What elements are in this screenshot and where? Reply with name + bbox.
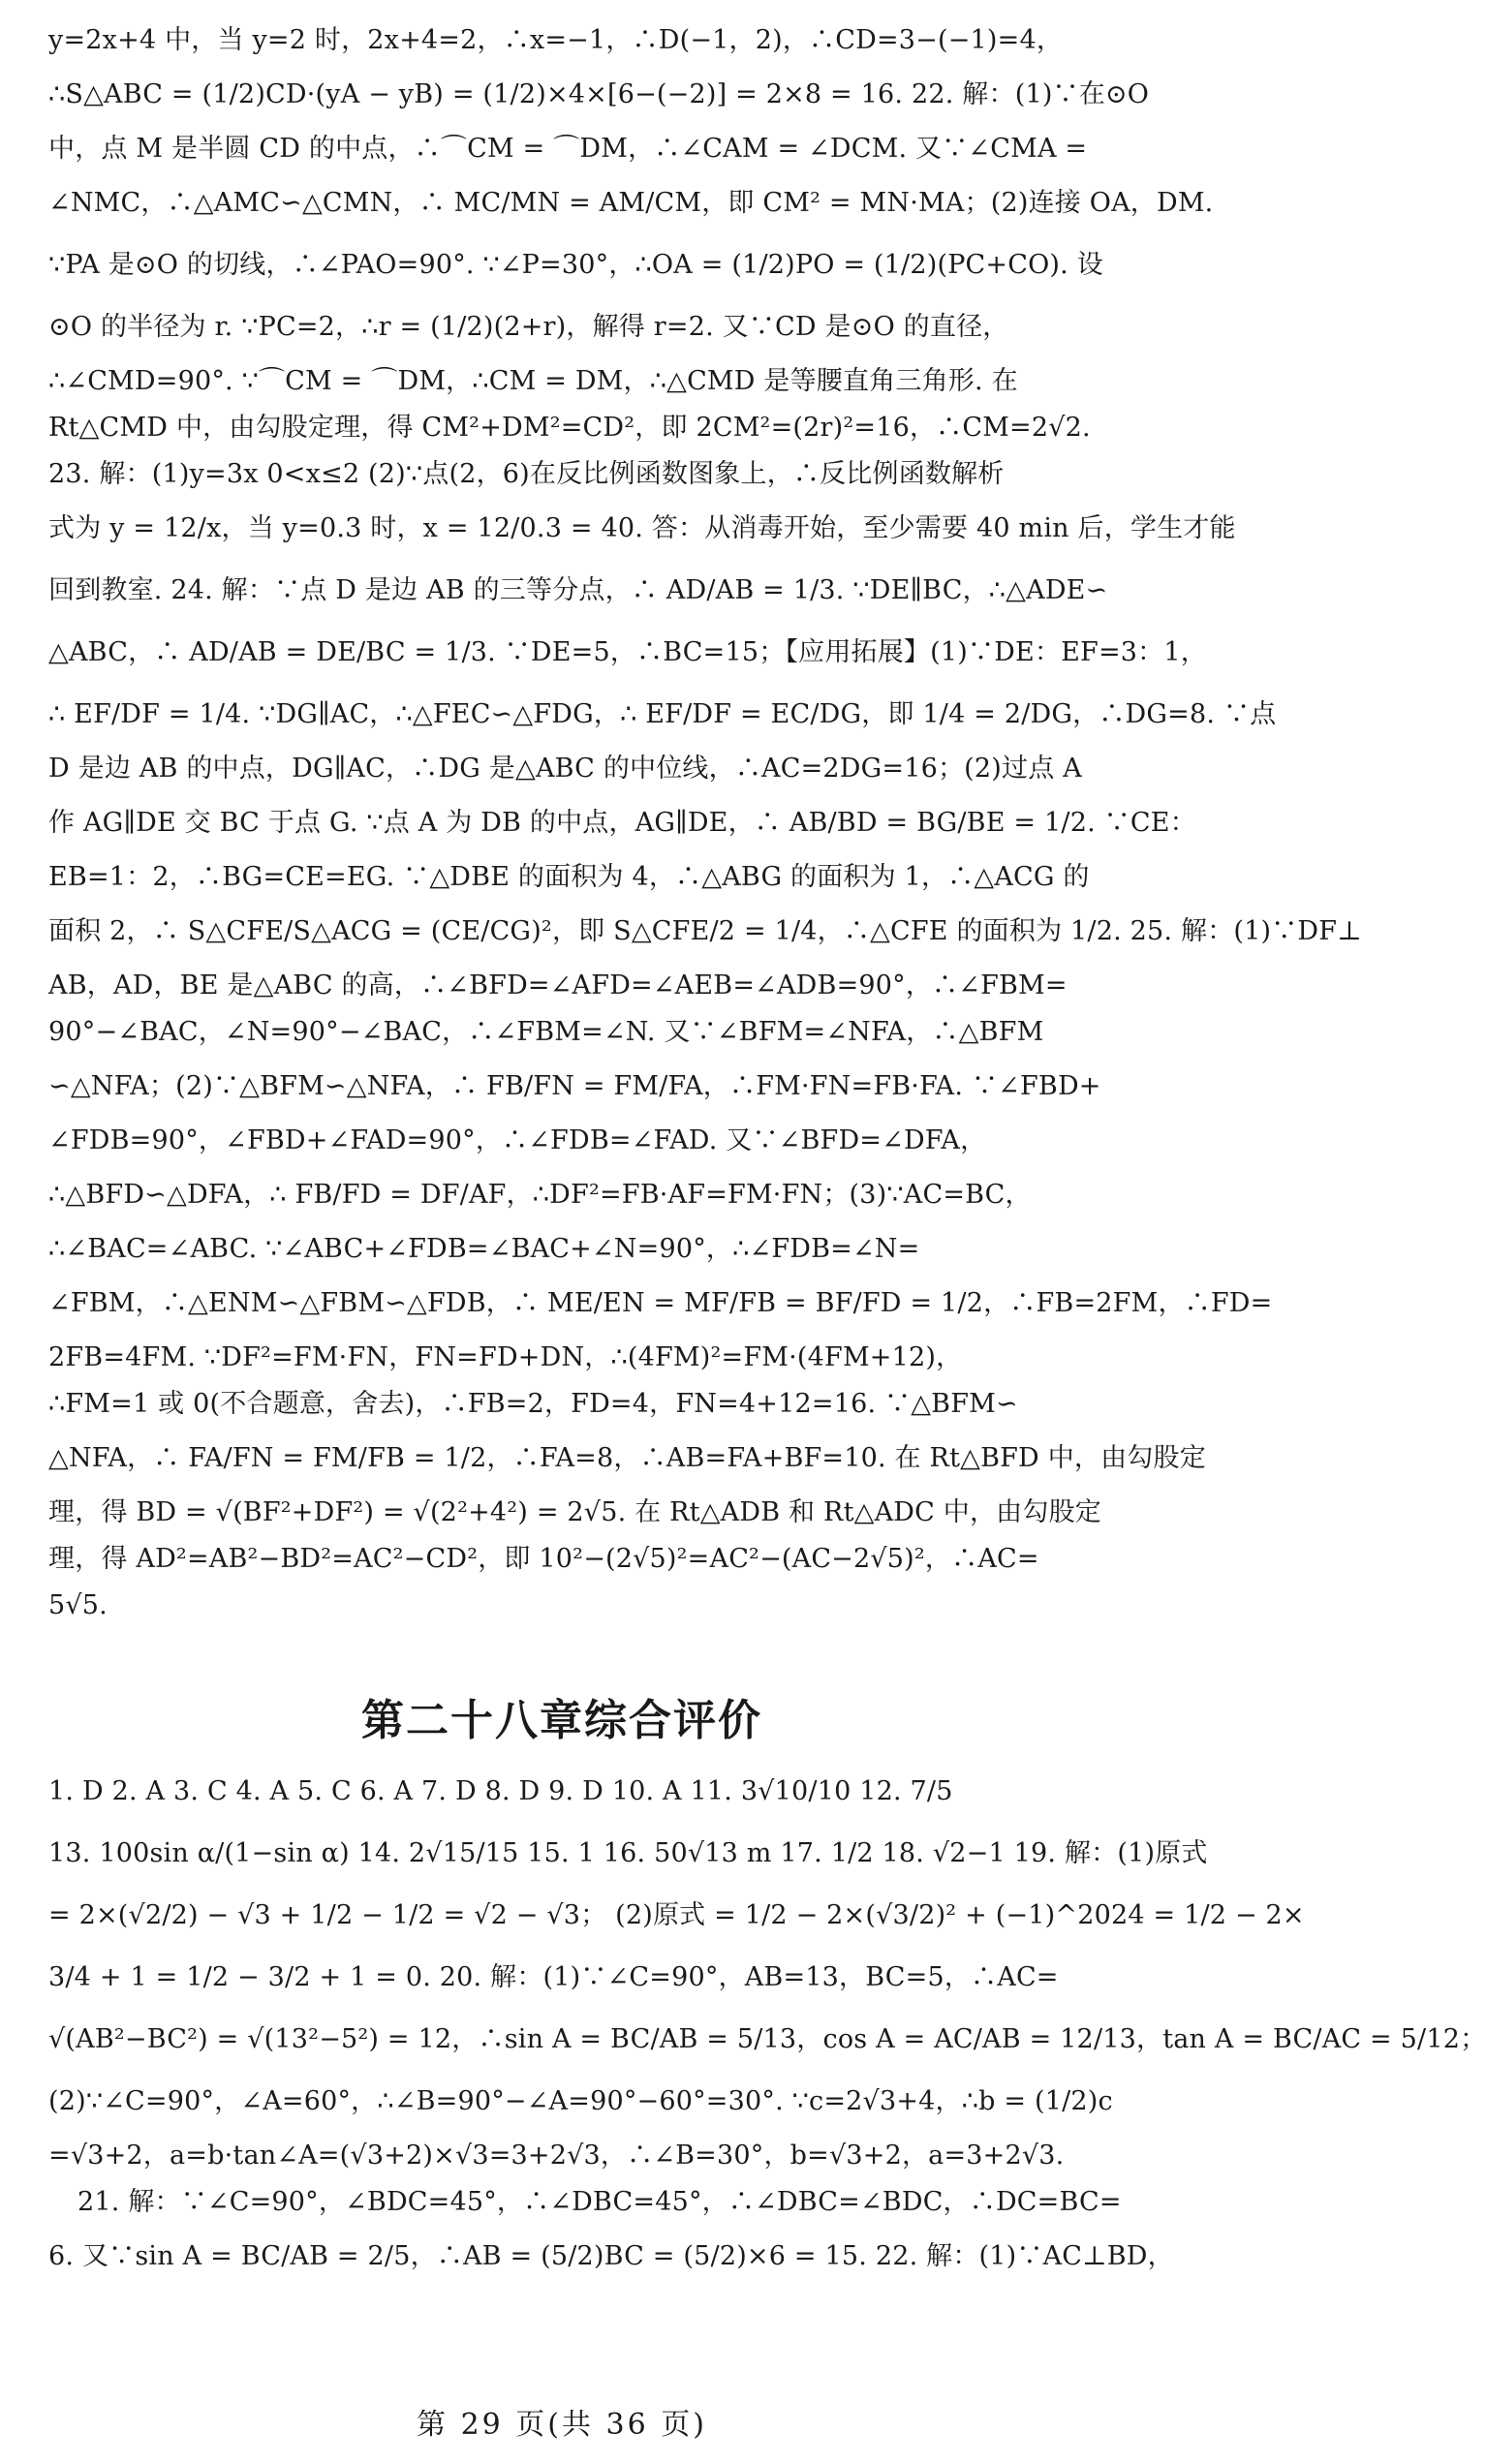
text-line: ∴ EF/DF = 1/4. ∵DG∥AC，∴△FEC∽△FDG，∴ EF/DF = EC/DG，即 1/4 = 2/DG，∴DG=8. ∵点 <box>48 699 1277 729</box>
text-line: 2FB=4FM. ∵DF²=FM·FN，FN=FD+DN，∴(4FM)²=FM·(4FM+12)， <box>48 1342 963 1372</box>
text-line: ∠FBM，∴△ENM∽△FBM∽△FDB，∴ ME/EN = MF/FB = BF/FD = 1/2，∴FB=2FM，∴FD= <box>48 1288 1273 1318</box>
text-line: 中，点 M 是半圆 CD 的中点，∴⌒CM = ⌒DM，∴∠CAM = ∠DCM. 又∵∠CMA = <box>48 134 1088 164</box>
text-line: EB=1：2，∴BG=CE=EG. ∵△DBE 的面积为 4，∴△ABG 的面积为 1，∴△ACG 的 <box>48 862 1090 892</box>
text-line: 5√5. <box>48 1590 108 1620</box>
text-line: ∠NMC，∴△AMC∽△CMN，∴ MC/MN = AM/CM，即 CM² = MN·MA；(2)连接 OA，DM. <box>48 188 1214 218</box>
text-line: 式为 y = 12/x，当 y=0.3 时，x = 12/0.3 = 40. 答：从消毒开始，至少需要 40 min 后，学生才能 <box>48 513 1236 543</box>
text-line: ∽△NFA；(2)∵△BFM∽△NFA，∴ FB/FN = FM/FA，∴FM·FN=FB·FA. ∵∠FBD+ <box>48 1071 1101 1101</box>
text-line: y=2x+4 中，当 y=2 时，2x+4=2，∴x=−1，∴D(−1，2)，∴CD=3−(−1)=4， <box>48 25 1064 55</box>
text-line: 理，得 BD = √(BF²+DF²) = √(2²+4²) = 2√5. 在 Rt△ADB 和 Rt△ADC 中，由勾股定 <box>48 1497 1101 1527</box>
text-line: D 是边 AB 的中点，DG∥AC，∴DG 是△ABC 的中位线，∴AC=2DG=16；(2)过点 A <box>48 754 1082 784</box>
text-line: 作 AG∥DE 交 BC 于点 G. ∵点 A 为 DB 的中点，AG∥DE，∴ AB/BD = BG/BE = 1/2. ∵CE： <box>48 808 1196 838</box>
text-line: ∴FM=1 或 0(不合题意，舍去)，∴FB=2，FD=4，FN=4+12=16. ∵△BFM∽ <box>48 1389 1018 1419</box>
answer-line: = 2×(√2/2) − √3 + 1/2 − 1/2 = √2 − √3； (2)原式 = 1/2 − 2×(√3/2)² + (−1)^2024 = 1/2 − 2× <box>48 1900 1305 1930</box>
answer-line: 3/4 + 1 = 1/2 − 3/2 + 1 = 0. 20. 解：(1)∵∠C=90°，AB=13，BC=5，∴AC= <box>48 1962 1059 1992</box>
answer-line: 21. 解：∵∠C=90°，∠BDC=45°，∴∠DBC=45°，∴∠DBC=∠BDC，∴DC=BC= <box>77 2187 1122 2217</box>
answer-line: 6. 又∵sin A = BC/AB = 2/5，∴AB = (5/2)BC = (5/2)×6 = 15. 22. 解：(1)∵AC⊥BD， <box>48 2241 1174 2271</box>
text-line: ∴∠BAC=∠ABC. ∵∠ABC+∠FDB=∠BAC+∠N=90°，∴∠FDB=∠N= <box>48 1234 920 1264</box>
text-line: ∵PA 是⊙O 的切线，∴∠PAO=90°. ∵∠P=30°，∴OA = (1/2)PO = (1/2)(PC+CO). 设 <box>48 250 1103 280</box>
text-line: ⊙O 的半径为 r. ∵PC=2，∴r = (1/2)(2+r)，解得 r=2. 又∵CD 是⊙O 的直径， <box>48 312 1009 342</box>
solutions-block-1 <box>48 17 1362 1629</box>
answer-line: (2)∵∠C=90°，∠A=60°，∴∠B=90°−∠A=90°−60°=30°. ∵c=2√3+4，∴b = (1/2)c <box>48 2086 1113 2116</box>
chapter-title: 第二十八章综合评价 <box>361 1696 762 1745</box>
text-line: 理，得 AD²=AB²−BD²=AC²−CD²，即 10²−(2√5)²=AC²−(AC−2√5)²，∴AC= <box>48 1544 1039 1574</box>
answer-line: 1. D 2. A 3. C 4. A 5. C 6. A 7. D 8. D 9. D 10. A 11. 3√10/10 12. 7/5 <box>48 1776 953 1806</box>
text-line: AB，AD，BE 是△ABC 的高，∴∠BFD=∠AFD=∠AEB=∠ADB=90°，∴∠FBM= <box>48 970 1068 1001</box>
text-line: 23. 解：(1)y=3x 0<x≤2 (2)∵点(2，6)在反比例函数图象上，∴反比例函数解析 <box>48 459 1005 489</box>
text-line: △NFA，∴ FA/FN = FM/FB = 1/2，∴FA=8，∴AB=FA+BF=10. 在 Rt△BFD 中，由勾股定 <box>48 1443 1206 1473</box>
page-number-footer: 第 29 页(共 36 页) <box>417 2408 707 2442</box>
text-line: 面积 2，∴ S△CFE/S△ACG = (CE/CG)²，即 S△CFE/2 = 1/4，∴△CFE 的面积为 1/2. 25. 解：(1)∵DF⊥ <box>48 916 1362 946</box>
text-line: ∠FDB=90°，∠FBD+∠FAD=90°，∴∠FDB=∠FAD. 又∵∠BFD=∠DFA， <box>48 1125 987 1155</box>
text-line: ∴S△ABC = (1/2)CD·(yA − yB) = (1/2)×4×[6−(−2)] = 2×8 = 16. 22. 解：(1)∵在⊙O <box>48 79 1150 109</box>
text-line: 回到教室. 24. 解：∵点 D 是边 AB 的三等分点，∴ AD/AB = 1/3. ∵DE∥BC，∴△ADE∽ <box>48 575 1108 605</box>
answer-line: 13. 100sin α/(1−sin α) 14. 2√15/15 15. 1 16. 50√13 m 17. 1/2 18. √2−1 19. 解：(1)原式 <box>48 1838 1208 1868</box>
solutions-block-2 <box>48 1761 1486 2288</box>
text-line: Rt△CMD 中，由勾股定理，得 CM²+DM²=CD²，即 2CM²=(2r)²=16，∴CM=2√2. <box>48 413 1091 443</box>
answer-line: =√3+2，a=b·tan∠A=(√3+2)×√3=3+2√3，∴∠B=30°，b=√3+2，a=3+2√3. <box>48 2141 1065 2171</box>
text-line: 90°−∠BAC，∠N=90°−∠BAC，∴∠FBM=∠N. 又∵∠BFM=∠NFA，∴△BFM <box>48 1017 1044 1047</box>
answer-line: √(AB²−BC²) = √(13²−5²) = 12，∴sin A = BC/AB = 5/13，cos A = AC/AB = 12/13，tan A = BC/AC = 5/12； <box>48 2024 1486 2054</box>
text-line: ∴∠CMD=90°. ∵⌒CM = ⌒DM，∴CM = DM，∴△CMD 是等腰直角三角形. 在 <box>48 366 1018 396</box>
text-line: ∴△BFD∽△DFA，∴ FB/FD = DF/AF，∴DF²=FB·AF=FM·FN；(3)∵AC=BC， <box>48 1180 1032 1210</box>
text-line: △ABC，∴ AD/AB = DE/BC = 1/3. ∵DE=5，∴BC=15；【应用拓展】(1)∵DE：EF=3：1， <box>48 637 1207 667</box>
